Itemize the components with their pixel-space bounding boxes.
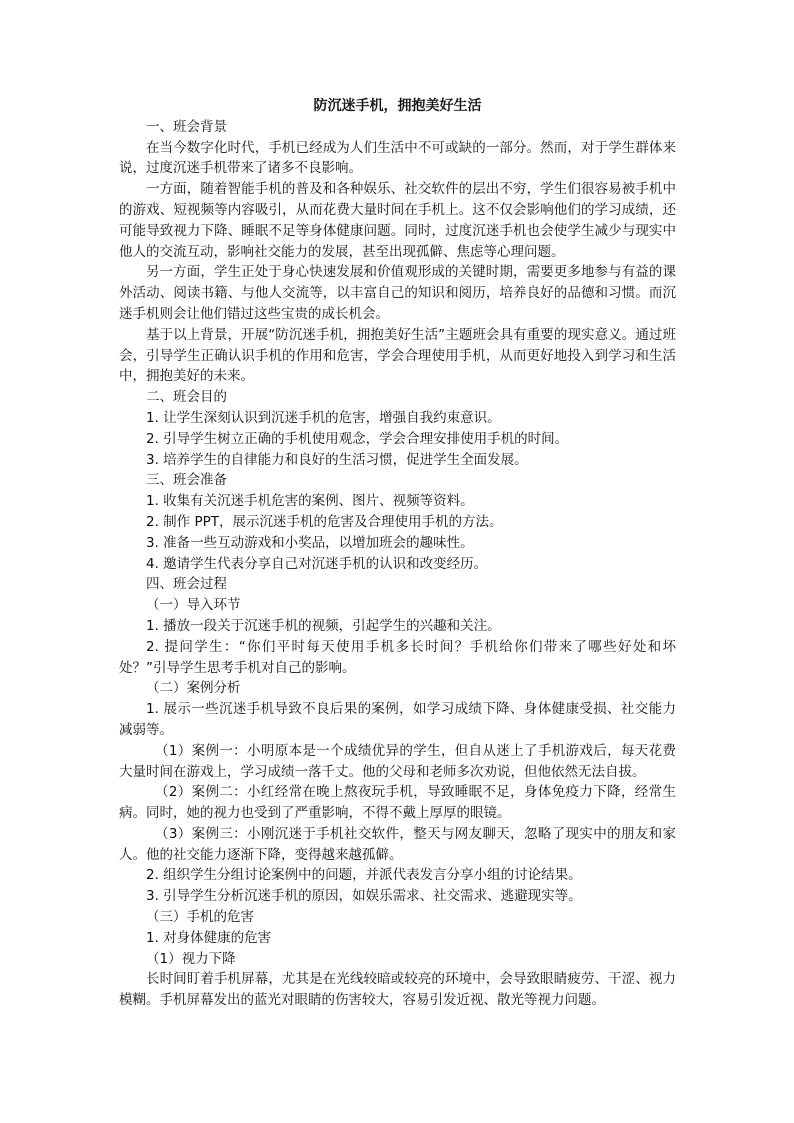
list-item: 2. 引导学生树立正确的手机使用观念，学会合理安排使用手机的时间。 <box>146 430 569 447</box>
list-item: 3. 准备一些互动游戏和小奖品，以增加班会的趣味性。 <box>146 534 474 551</box>
paragraph: 长时间盯着手机屏幕，尤其是在光线较暗或较亮的环境中，会导致眼睛疲劳、干涩、视力模糊。手机屏幕发出的蓝光对眼睛的伤害较大，容易引发近视、散光等视力问题。 <box>119 971 676 1009</box>
list-item: 2. 组织学生分组讨论案例中的问题，并派代表发言分享小组的讨论结果。 <box>146 867 582 884</box>
list-item: 3. 培养学生的自律能力和良好的生活习惯，促进学生全面发展。 <box>146 451 528 468</box>
section-heading: 二、班会目的 <box>146 389 227 406</box>
sub-heading: （二）案例分析 <box>146 680 241 697</box>
list-item: 2. 制作 PPT，展示沉迷手机的危害及合理使用手机的方法。 <box>146 513 503 530</box>
document-body <box>119 96 676 1011</box>
list-item: 1. 让学生深刻认识到沉迷手机的危害，增强自我约束意识。 <box>146 409 501 426</box>
list-item: 1. 播放一段关于沉迷手机的视频，引起学生的兴趣和关注。 <box>146 617 501 634</box>
paragraph: 另一方面，学生正处于身心快速发展和价值观形成的关键时期，需要更多地参与有益的课外活动、阅读书籍、与他人交流等，以丰富自己的知识和阅历，培养良好的品德和习惯。而沉迷手机则会让他们错过这些宝贵的成长机会。 <box>119 264 676 322</box>
list-item: 1. 收集有关沉迷手机危害的案例、图片、视频等资料。 <box>146 493 474 510</box>
list-item: 3. 引导学生分析沉迷手机的原因，如娱乐需求、社交需求、逃避现实等。 <box>146 888 582 905</box>
sub-heading: （三）手机的危害 <box>146 909 254 926</box>
document-title: 防沉迷手机，拥抱美好生活 <box>313 98 482 114</box>
document-lines <box>119 117 676 1011</box>
section-heading: 一、班会背景 <box>146 118 227 135</box>
paragraph: 一方面，随着智能手机的普及和各种娱乐、社交软件的层出不穷，学生们很容易被手机中的游戏、短视频等内容吸引，从而花费大量时间在手机上。这不仅会影响他们的学习成绩，还可能导致视力下降、睡眠不足等身体健康问题。同时，过度沉迷手机也会使学生减少与现实中他人的交流互动，影响社交能力的发展，甚至出现孤僻、焦虑等心理问题。 <box>119 181 676 260</box>
section-heading: 四、班会过程 <box>146 576 227 593</box>
list-item: 1. 展示一些沉迷手机导致不良后果的案例，如学习成绩下降、身体健康受损、社交能力减弱等。 <box>119 701 676 738</box>
case-item: （1）案例一：小明原本是一个成绩优异的学生，但自从迷上了手机游戏后，每天花费大量时间在游戏上，学习成绩一落千丈。他的父母和老师多次劝说，但他依然无法自拔。 <box>119 742 676 780</box>
sub-heading: （一）导入环节 <box>146 597 241 614</box>
section-heading: 三、班会准备 <box>146 472 227 489</box>
paragraph: 在当今数字化时代，手机已经成为人们生活中不可或缺的一部分。然而，对于学生群体来说，过度沉迷手机带来了诸多不良影响。 <box>119 139 676 177</box>
sub-heading: （1）视力下降 <box>146 950 236 967</box>
case-item: （2）案例二：小红经常在晚上熬夜玩手机，导致睡眠不足，身体免疫力下降，经常生病。同时，她的视力也受到了严重影响，不得不戴上厚厚的眼镜。 <box>119 784 676 822</box>
list-item: 1. 对身体健康的危害 <box>146 929 272 946</box>
case-item: （3）案例三：小刚沉迷于手机社交软件，整天与网友聊天，忽略了现实中的朋友和家人。他的社交能力逐渐下降，变得越来越孤僻。 <box>119 825 676 863</box>
list-item: 2. 提问学生：“你们平时每天使用手机多长时间？手机给你们带来了哪些好处和坏处？”引导学生思考手机对自己的影响。 <box>119 638 676 676</box>
paragraph: 基于以上背景，开展“防沉迷手机，拥抱美好生活”主题班会具有重要的现实意义。通过班会，引导学生正确认识手机的作用和危害，学会合理使用手机，从而更好地投入到学习和生活中，拥抱美好的未来。 <box>119 326 676 385</box>
list-item: 4. 邀请学生代表分享自己对沉迷手机的认识和改变经历。 <box>146 555 488 572</box>
